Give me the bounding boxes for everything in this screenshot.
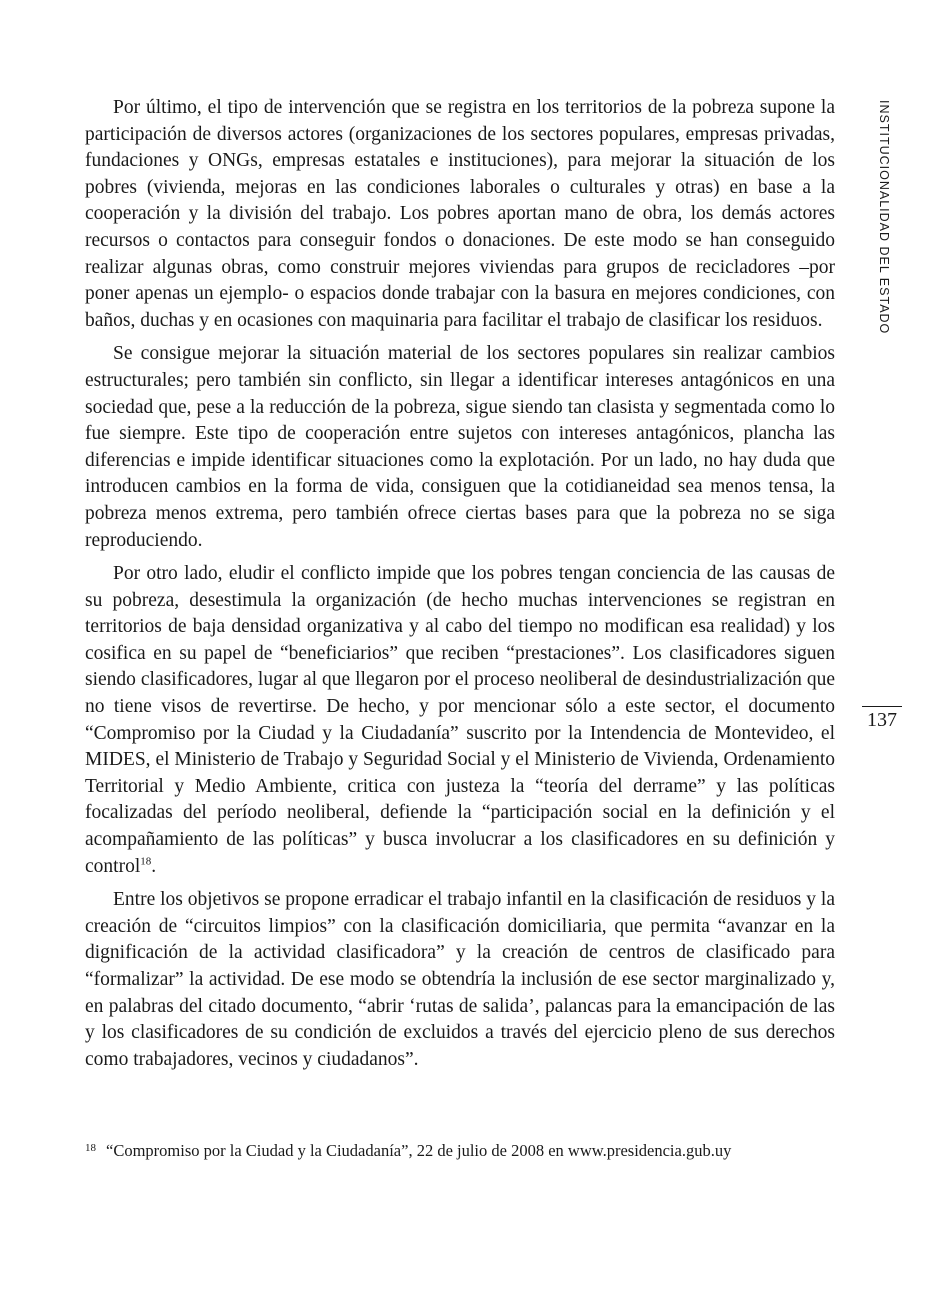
page-number: 137 xyxy=(867,709,897,731)
footnote xyxy=(85,1137,845,1162)
paragraph-1-text: Por último, el tipo de intervención que se registra en los territorios de la pobreza supone la participación de diversos actores (organizaciones de los sectores populares, empresas privadas, fundaciones y ONGs, empresas estatales e instituciones), para mejorar la situación de los pobres (vivienda, mejoras en las condiciones laborales o culturales y otras) en base a la cooperación y la división del trabajo. Los pobres aportan mano de obra, los demás actores recursos o contactos para conseguir fondos o donaciones. De este modo se han conseguido realizar algunas obras, como construir mejores viviendas para grupos de recicladores –por poner apenas un ejemplo- o espacios donde trabajar con la basura en mejores condiciones, con baños, duchas y en ocasiones con maquinaria para facilitar el trabajo de clasificar los residuos. xyxy=(85,97,835,331)
paragraph-2 xyxy=(85,341,835,554)
footnote-number: 18 xyxy=(85,1142,96,1154)
paragraph-4 xyxy=(85,887,835,1073)
footnote-reference[interactable]: 18 xyxy=(140,855,152,868)
paragraph-4-text: Entre los objetivos se propone erradicar el trabajo infantil en la clasificación de residuos y la creación de “circuitos limpios” con la clasificación domiciliaria, que permita “avanzar en la dignificación de la actividad clasificadora” y la creación de centros de clasificado para “formalizar” la actividad. De ese modo se obtendría la inclusión de ese sector marginalizado y, en palabras del citado documento, “abrir ‘rutas de salida’, palancas para la emancipación de las y los clasificadores de su condición de excluidos a través del ejercicio pleno de sus derechos como trabajadores, vecinos y ciudadanos”. xyxy=(85,889,835,1070)
paragraph-3-tail: . xyxy=(151,855,157,877)
running-head: INSTITUCIONALIDAD DEL ESTADO xyxy=(877,100,891,335)
paragraph-3 xyxy=(85,561,835,880)
paragraph-3-text: Por otro lado, eludir el conflicto impide que los pobres tengan conciencia de las causas de su pobreza, desestimula la organización (de hecho muchas intervenciones se registran en territorios de baja densidad organizativa y al cabo del tiempo no modifican esa realidad) y los cosifica en su papel de “beneficiarios” que reciben “prestaciones”. Los clasificadores siguen siendo clasificadores, lugar al que llegaron por el proceso neoliberal de desindustrialización que no tiene visos de revertirse. De hecho, y por mencionar sólo a este sector, el documento “Compromiso por la Ciudad y la Ciudadanía” suscrito por la Intendencia de Montevideo, el MIDES, el Ministerio de Trabajo y Seguridad Social y el Ministerio de Vivienda, Ordenamiento Territorial y Medio Ambiente, critica con justeza la “teoría del derrame” y las políticas focalizadas del período neoliberal, defiende la “participación social en la definición y el acompañamiento de las políticas” y busca involucrar a los clasificadores en su definición y control xyxy=(85,563,835,877)
paragraph-2-text: Se consigue mejorar la situación material de los sectores populares sin realizar cambios estructurales; pero también sin conflicto, sin llegar a identificar intereses antagónicos en una sociedad que, pese a la reducción de la pobreza, sigue siendo tan clasista y segmentada como lo fue siempre. Este tipo de cooperación entre sujetos con intereses antagónicos, plancha las diferencias e impide identificar situaciones como la explotación. Por un lado, no hay duda que introducen cambios en la forma de vida, consiguen que la cotidianeidad sea menos tensa, la pobreza menos extrema, pero también ofrece ciertas bases para que la pobreza no se siga reproduciendo. xyxy=(85,343,835,551)
footnote-text: “Compromiso por la Ciudad y la Ciudadanía”, 22 de julio de 2008 en www.presidencia.gub.uy xyxy=(106,1141,732,1160)
body-text xyxy=(85,95,835,1073)
paragraph-1 xyxy=(85,95,835,334)
